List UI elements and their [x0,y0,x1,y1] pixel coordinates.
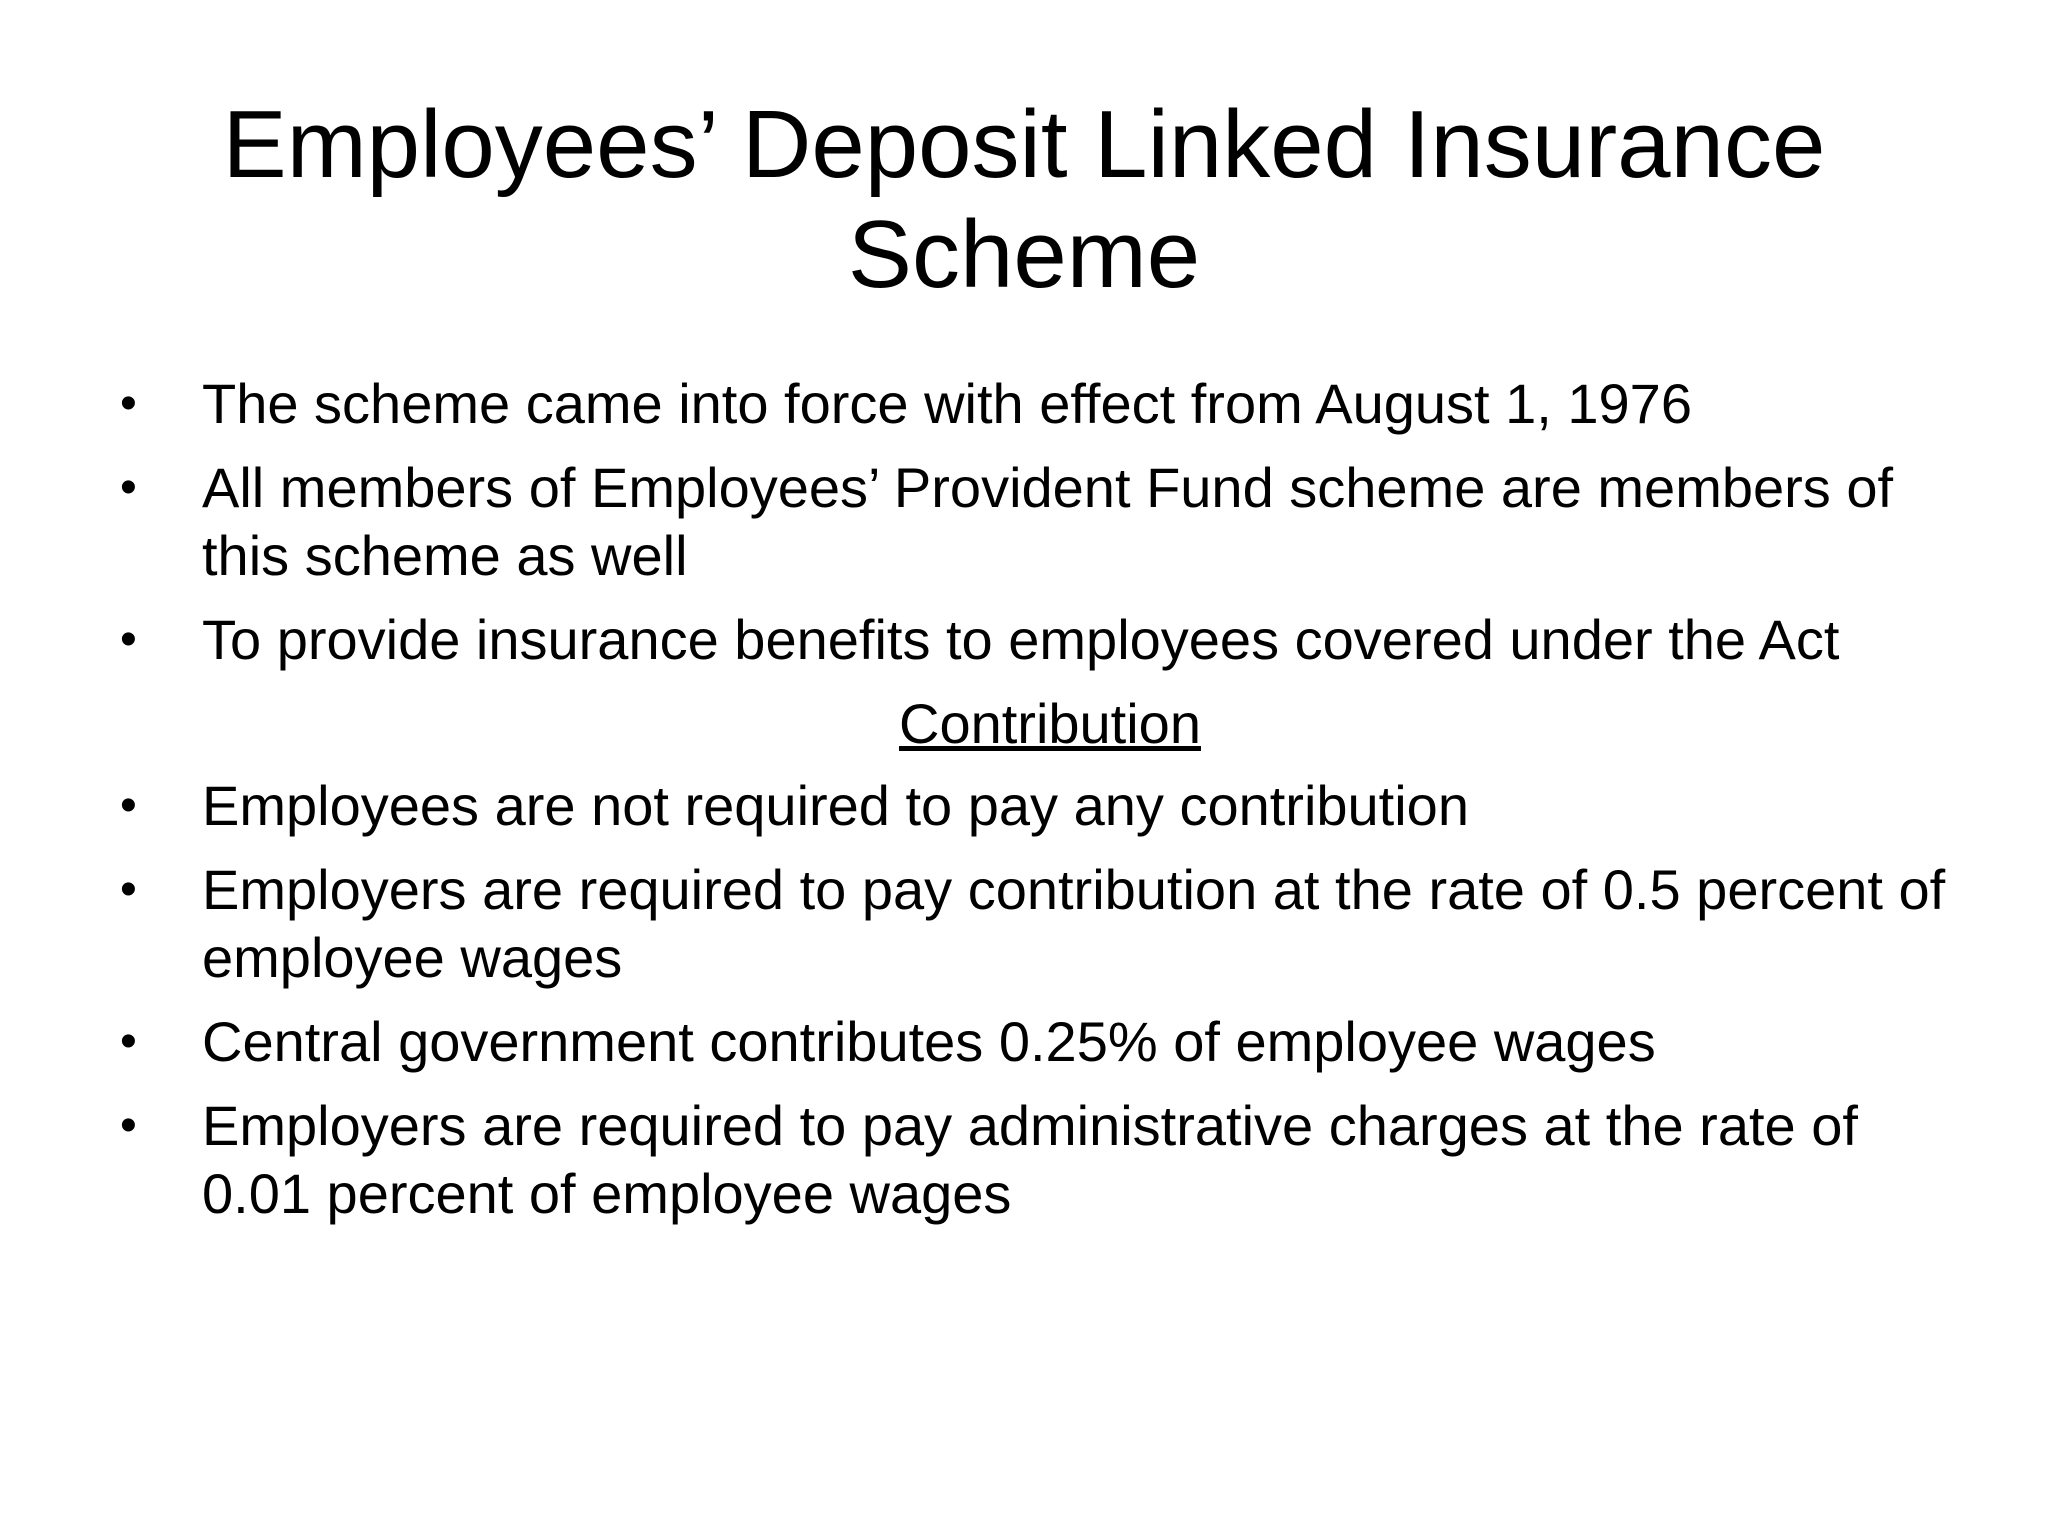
bullet-text: To provide insurance benefits to employees covered under the Act [202,608,1840,671]
bullet-text: Employees are not required to pay any contribution [202,774,1469,837]
bullet-text: Employers are required to pay administrative charges at the rate of 0.01 percent of employee wages [202,1094,1858,1225]
slide-title-line-2: Scheme [847,201,1201,308]
bullet-text: Employers are required to pay contribution at the rate of 0.5 percent of employee wages [202,858,1946,989]
bullet-item [120,1008,1980,1076]
bullet-item [120,772,1980,840]
bullet-icon: • [120,779,137,832]
bullet-item [120,856,1980,992]
bullet-icon: • [120,461,137,514]
bullet-item [120,606,1980,674]
bullet-item [120,370,1980,438]
contribution-subheading: Contribution [899,692,1201,755]
bullet-icon: • [120,1015,137,1068]
slide-title-line-1: Employees’ Deposit Linked Insurance [222,91,1826,198]
bullet-icon: • [120,863,137,916]
bullet-text: Central government contributes 0.25% of employee wages [202,1010,1656,1073]
slide-content [120,370,1980,1244]
bullet-text: The scheme came into force with effect from August 1, 1976 [202,372,1692,435]
slide-title [0,90,2048,310]
bullet-icon: • [120,377,137,430]
bullet-item [120,454,1980,590]
bullet-text: All members of Employees’ Provident Fund scheme are members of this scheme as well [202,456,1894,587]
bullet-item [120,1092,1980,1228]
bullet-icon: • [120,613,137,666]
bullet-icon: • [120,1099,137,1152]
